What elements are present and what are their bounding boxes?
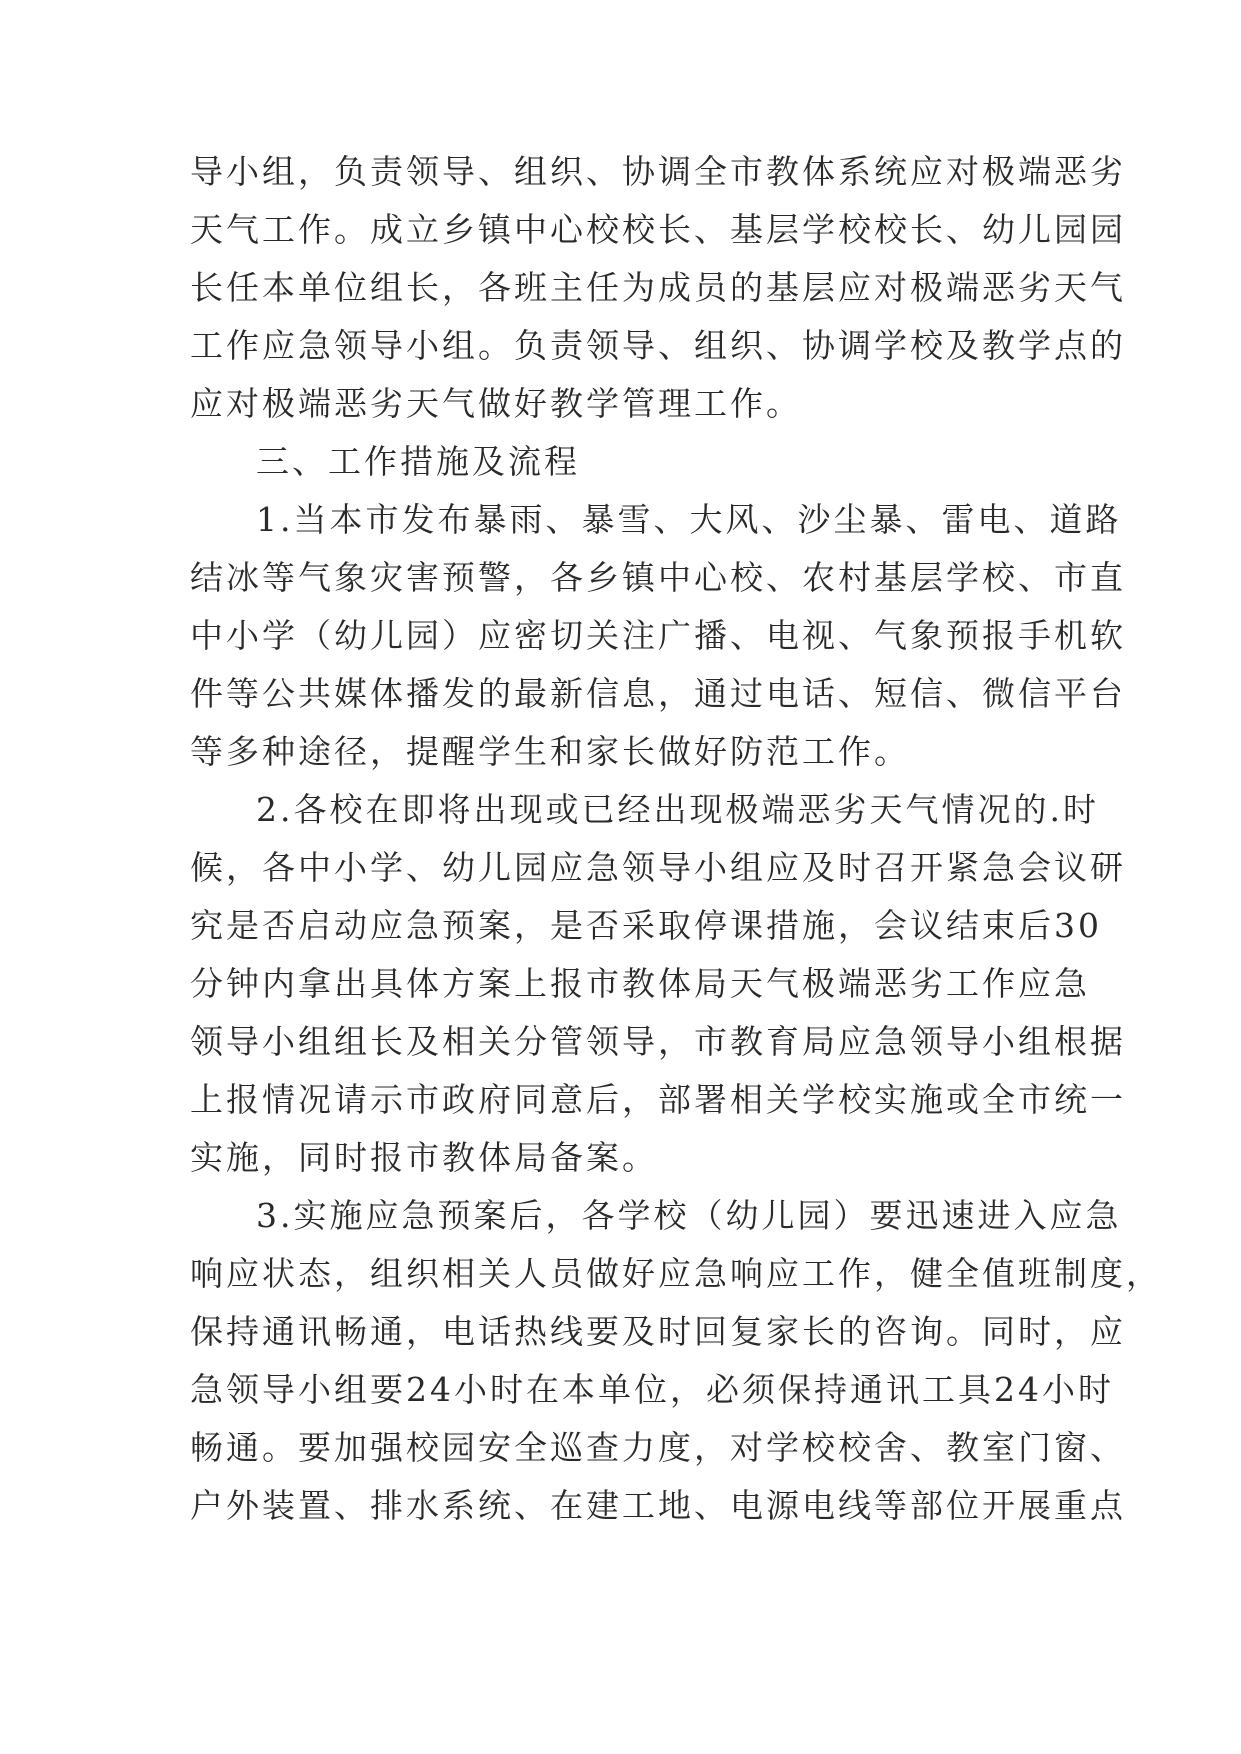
text-line: 领导小组组长及相关分管领导，市教育局应急领导小组根据 (190, 1022, 1126, 1061)
text-line: 导小组，负责领导、组织、协调全市教体系统应对极端恶劣 (190, 152, 1126, 191)
text-line: 候，各中小学、幼儿园应急领导小组应及时召开紧急会议研 (190, 848, 1126, 887)
text-line: 响应状态，组织相关人员做好应急响应工作，健全值班制度， (190, 1254, 1162, 1293)
text-line: 2.各校在即将出现或已经出现极端恶劣天气情况的.时 (256, 790, 1099, 829)
text-line: 实施，同时报市教体局备案。 (190, 1138, 658, 1177)
text-line: 3.实施应急预案后，各学校（幼儿园）要迅速进入应急 (256, 1196, 1122, 1235)
text-line: 三、工作措施及流程 (256, 442, 580, 481)
text-line: 件等公共媒体播发的最新信息，通过电话、短信、微信平台 (190, 674, 1126, 713)
document-body (190, 143, 1162, 1535)
text-line: 究是否启动应急预案，是否采取停课措施，会议结束后30 (190, 906, 1102, 945)
text-line: 上报情况请示市政府同意后，部署相关学校实施或全市统一 (190, 1080, 1126, 1119)
text-line: 天气工作。成立乡镇中心校校长、基层学校校长、幼儿园园 (190, 210, 1126, 249)
text-line: 结冰等气象灾害预警，各乡镇中心校、农村基层学校、市直 (190, 558, 1126, 597)
text-line: 中小学（幼儿园）应密切关注广播、电视、气象预报手机软 (190, 616, 1126, 655)
text-line: 长任本单位组长，各班主任为成员的基层应对极端恶劣天气 (190, 268, 1126, 307)
text-line: 等多种途径，提醒学生和家长做好防范工作。 (190, 732, 910, 771)
text-line: 保持通讯畅通，电话热线要及时回复家长的咨询。同时，应 (190, 1312, 1126, 1351)
text-line: 工作应急领导小组。负责领导、组织、协调学校及教学点的 (190, 326, 1126, 365)
text-line: 分钟内拿出具体方案上报市教体局天气极端恶劣工作应急 (190, 964, 1090, 1003)
text-line: 急领导小组要24小时在本单位，必须保持通讯工具24小时 (190, 1370, 1114, 1409)
text-line: 1.当本市发布暴雨、暴雪、大风、沙尘暴、雷电、道路 (256, 500, 1122, 539)
text-line: 应对极端恶劣天气做好教学管理工作。 (190, 384, 802, 423)
text-line: 畅通。要加强校园安全巡查力度，对学校校舍、教室门窗、 (190, 1428, 1126, 1467)
text-line: 户外装置、排水系统、在建工地、电源电线等部位开展重点 (190, 1486, 1126, 1525)
